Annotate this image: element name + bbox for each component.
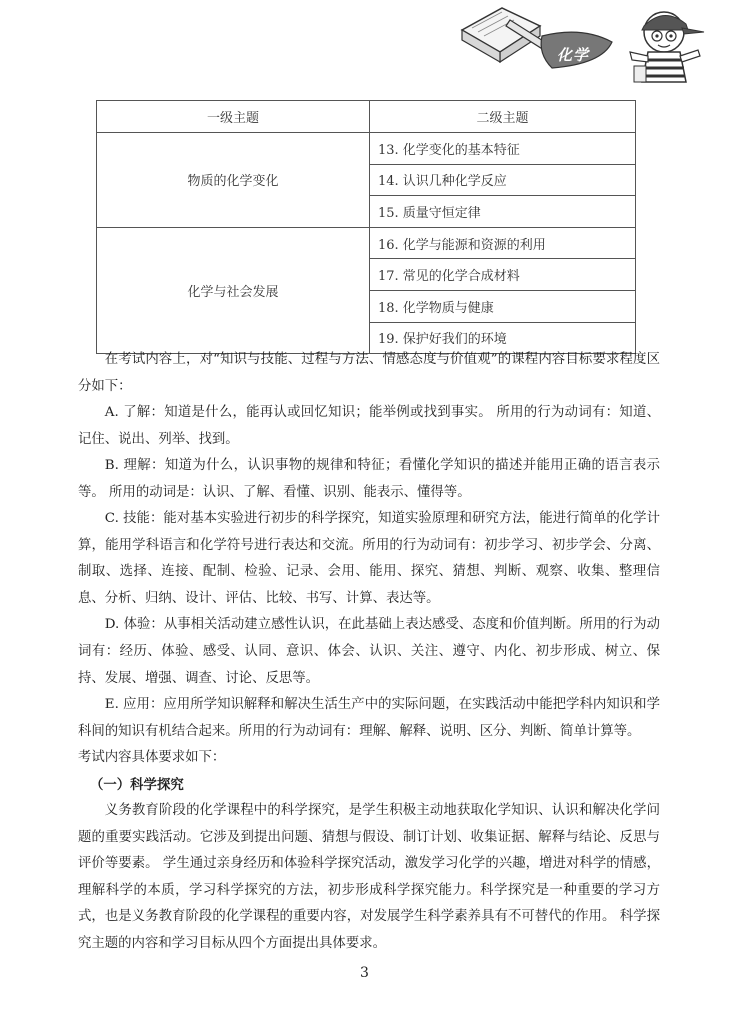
level2-topic-cell: 13. 化学变化的基本特征	[370, 133, 636, 165]
section-heading: （一）科学探究	[90, 776, 184, 793]
subject-tag: 化学	[556, 46, 589, 64]
cartoon-boy-icon	[630, 12, 704, 82]
intro-paragraph: 在考试内容上，对“知识与技能、过程与方法、情感态度与价值观”的课程内容目标要求程度区分如下：	[78, 352, 660, 394]
section-paragraph: 义务教育阶段的化学课程中的科学探究，是学生积极主动地获取化学知识、认识和解决化学问题的重要实践活动。它涉及到提出问题、猜想与假设、制订计划、收集证据、解释与结论、反思与评价等要素。 学生通过亲身经历和体验科学探究活动，激发学习化学的兴趣，增进对科学的情感，理解科学的本质，学习科学探究的方法，初步形成科学探究能力。科学探究是一种重要的学习方式，也是义务教育阶段的化学课程的重要内容，对发展学生科学素养具有不可替代的作用。 科学探究主题的内容和学习目标从四个方面提出具体要求。	[78, 803, 660, 952]
level-b-paragraph: B. 理解：知道为什么，认识事物的规律和特征；看懂化学知识的描述并能用正确的语言表示等。 所用的动词是：认识、了解、看懂、识别、能表示、懂得等。	[78, 458, 660, 500]
header-cell-level1: 一级主题	[97, 101, 370, 133]
body-text	[78, 347, 660, 958]
table-row	[97, 227, 636, 259]
level-d-paragraph: D. 体验：从事相关活动建立感性认识，在此基础上表达感受、态度和价值判断。所用的行为动词有：经历、体验、感受、认同、意识、体会、认识、关注、遵守、内化、初步形成、树立、保持、发展、增强、调查、讨论、反思等。	[78, 617, 660, 686]
level1-topic-cell: 物质的化学变化	[97, 133, 370, 228]
level-e-paragraph: E. 应用：应用所学知识解释和解决生活生产中的实际问题，在实践活动中能把学科内知识和学科间的知识有机结合起来。所用的行为动词有：理解、解释、说明、区分、判断、简单计算等。	[78, 697, 660, 739]
table-row	[97, 133, 636, 165]
level2-topic-cell: 18. 化学物质与健康	[370, 290, 636, 322]
level2-topic-cell: 15. 质量守恒定律	[370, 196, 636, 228]
level2-topic-cell: 16. 化学与能源和资源的利用	[370, 227, 636, 259]
topics-table	[96, 100, 636, 354]
level2-topic-cell: 14. 认识几种化学反应	[370, 164, 636, 196]
page-number: 3	[360, 965, 369, 981]
level1-topic-cell: 化学与社会发展	[97, 227, 370, 353]
level-a-paragraph: A. 了解：知道是什么，能再认或回忆知识；能举例或找到事实。 所用的行为动词有：知道、记住、说出、列举、找到。	[78, 405, 660, 447]
exam-requirements-line: 考试内容具体要求如下：	[78, 750, 226, 766]
table-header-row	[97, 101, 636, 133]
level2-topic-cell: 19. 保护好我们的环境	[370, 322, 636, 354]
level2-topic-cell: 17. 常见的化学合成材料	[370, 259, 636, 291]
header-cell-level2: 二级主题	[370, 101, 636, 133]
level-c-paragraph: C. 技能：能对基本实验进行初步的科学探究，知道实验原理和研究方法，能进行简单的化学计算，能用学科语言和化学符号进行表达和交流。所用的行为动词有：初步学习、初步学会、分离、制取、选择、连接、配制、检验、记录、会用、能用、探究、猜想、判断、观察、收集、整理信息、分析、归纳、设计、评估、比较、书写、计算、表达等。	[78, 511, 660, 606]
